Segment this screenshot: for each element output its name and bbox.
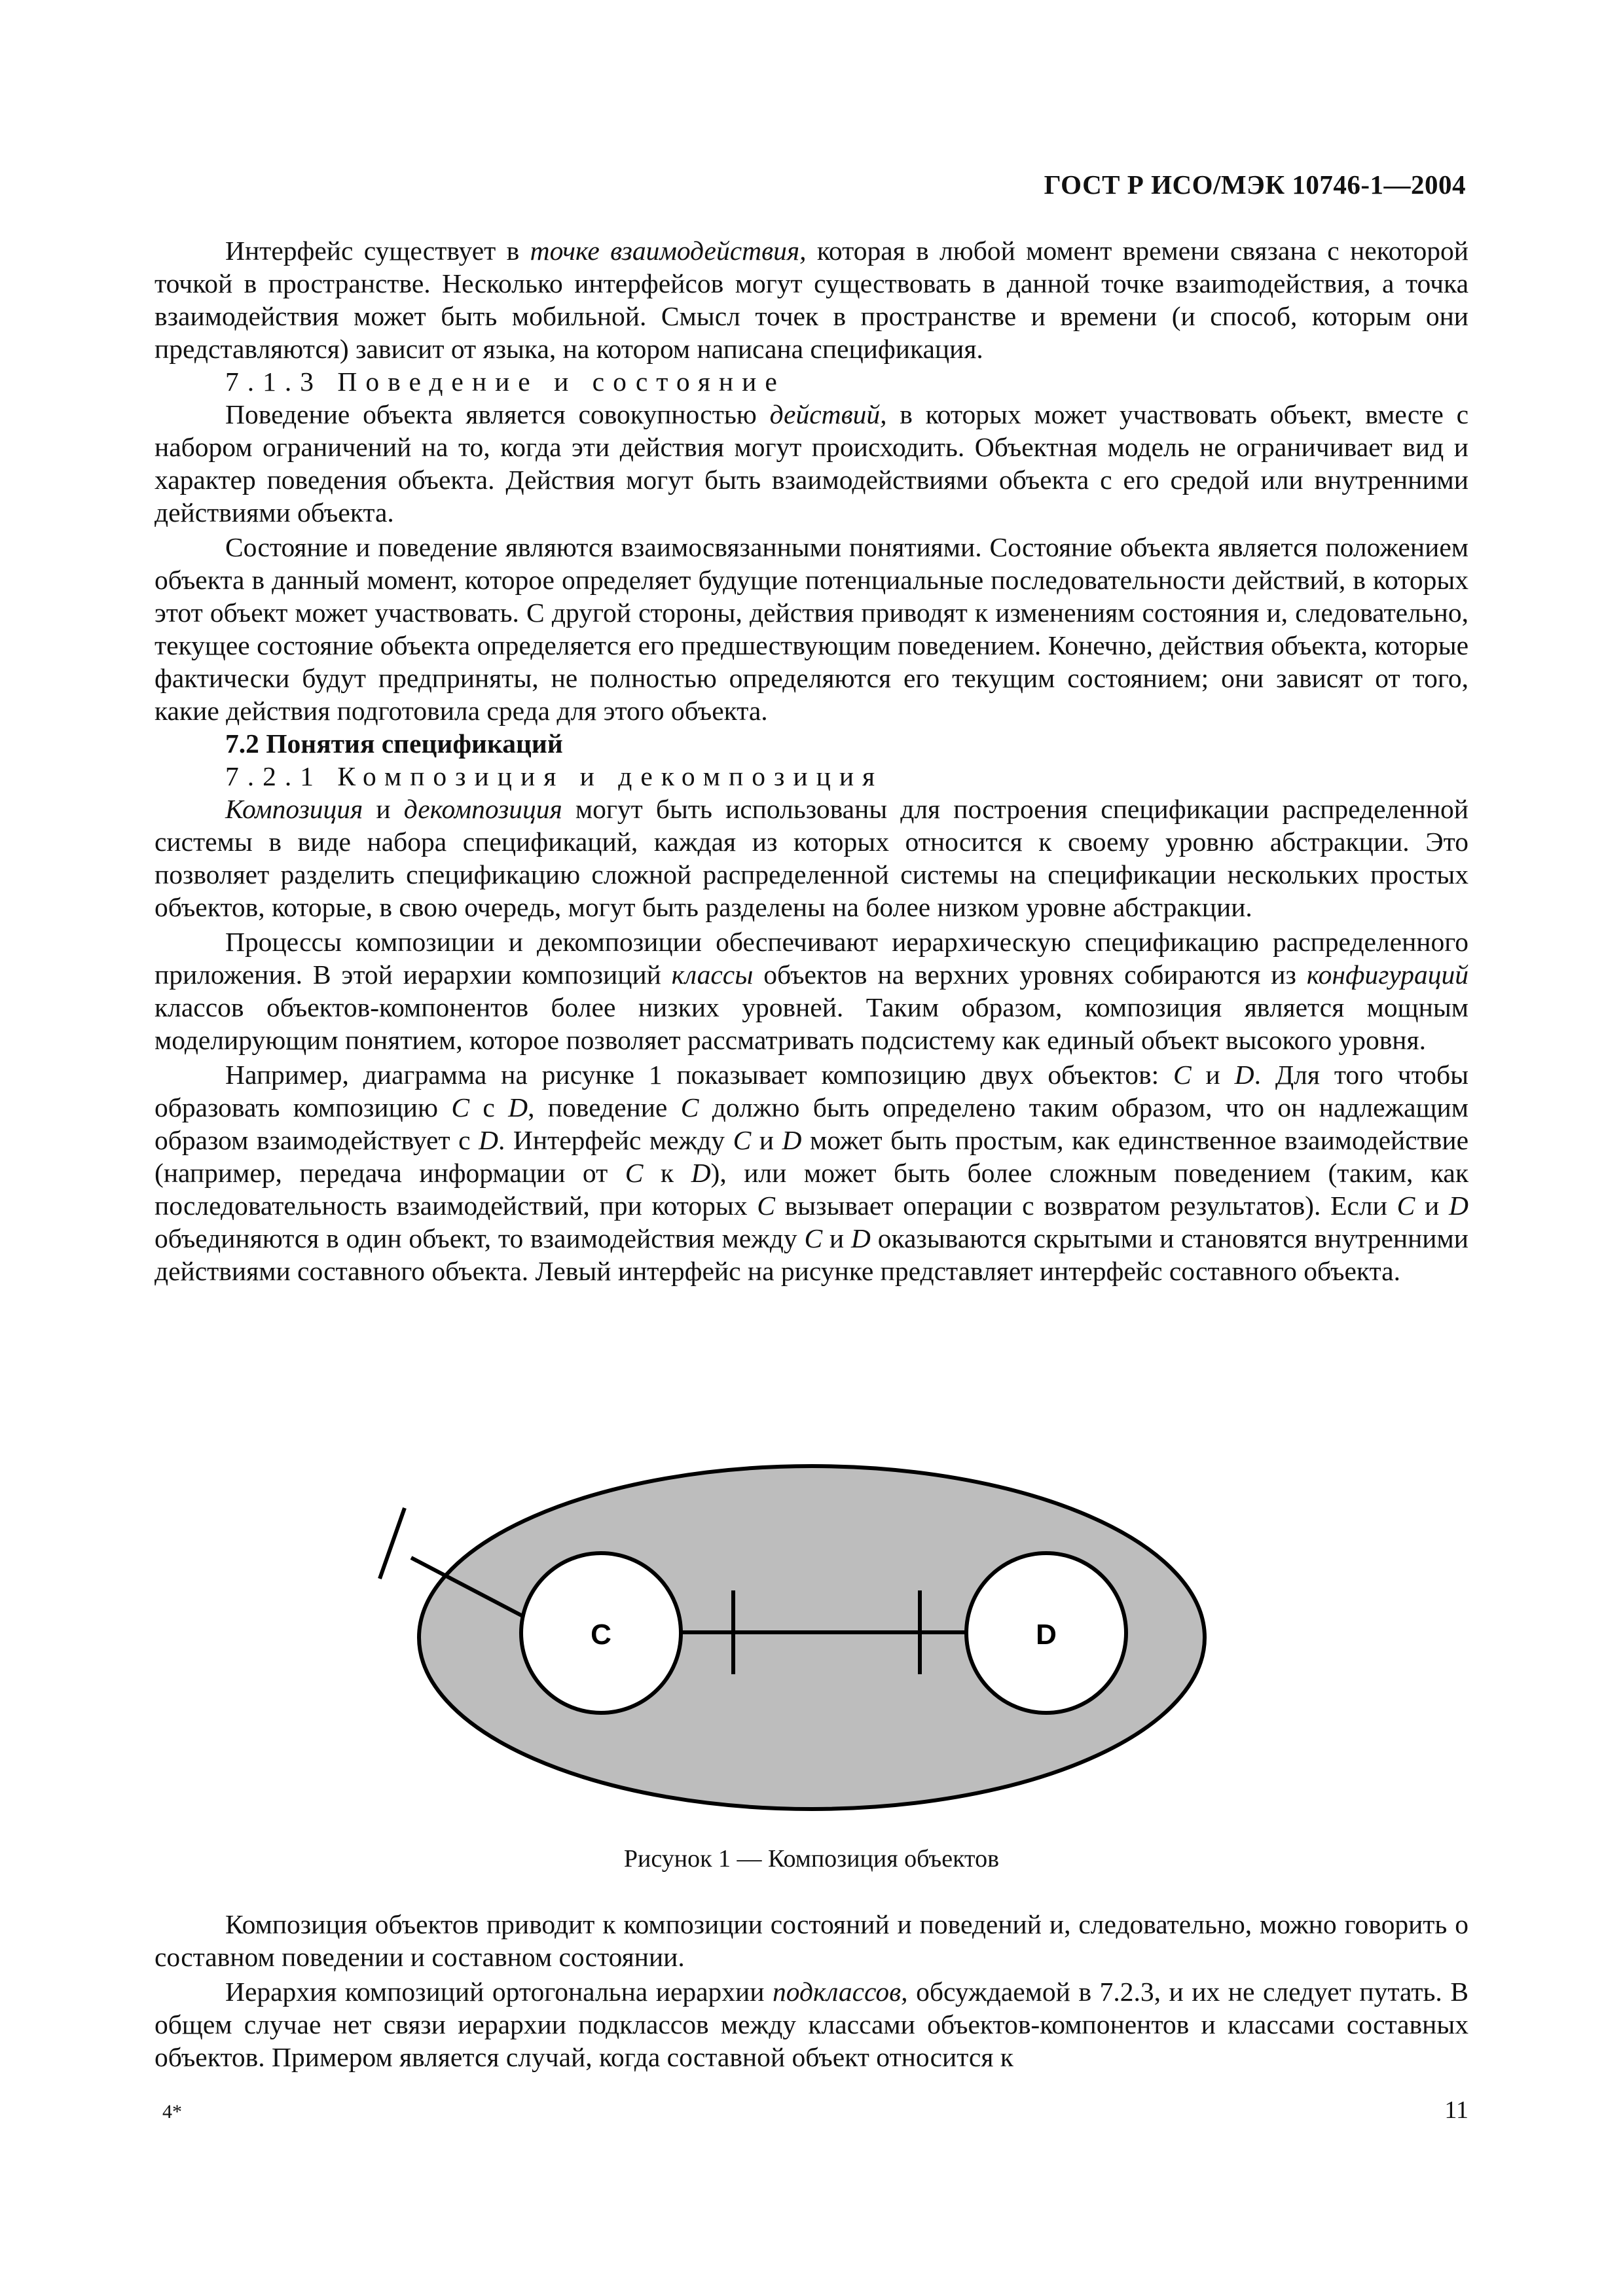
subsection-heading-7-1-3: 7.1.3 Поведение и состояние <box>225 367 786 397</box>
italic-term: декомпозиция <box>403 794 562 824</box>
italic-term: D <box>1449 1191 1469 1221</box>
text: классов объектов-компонентов более низких уровней. Таким образом, композиция является мощным моделирующим понятием, которое позволяет рассматривать подсистему как единый объект высокого уровня. <box>155 992 1468 1055</box>
italic-term: C <box>680 1092 699 1122</box>
text: и <box>363 794 404 824</box>
paragraph <box>155 925 1468 1056</box>
text: в которых может участвовать объект, вместе с набором ограничений на то, когда эти действия могут происходить. Объектная модель не ограничивает вид и характер поведения объекта. Действия могут быть взаимодействиями объекта с его средой или внутренними действиями объекта. <box>155 399 1469 528</box>
figure-caption: Рисунок 1 — Композиция объектов <box>623 1845 1000 1873</box>
italic-term: подклассов, <box>773 1977 908 2007</box>
text: Процессы композиции и декомпозиции обеспечивают иерархическую спецификацию распределенного приложения. В этой иерархии композиций <box>155 927 1468 990</box>
object-c-label: C <box>591 1619 611 1651</box>
italic-term: D <box>691 1158 711 1188</box>
object-d-label: D <box>1036 1619 1057 1651</box>
text: обсуждаемой в 7.2.3, и их не следует путать. В общем случае нет связи иерархии подклассов между классами объектов-компонентов и классами составных объектов. Примером является случай, когда составной объект относится к <box>155 1977 1469 2072</box>
document-header: ГОСТ Р ИСО/МЭК 10746-1—2004 <box>1044 170 1466 200</box>
italic-term: D <box>782 1125 802 1155</box>
italic-term: точке взаимодействия, <box>530 236 807 266</box>
text: Например, диаграмма на рисунке 1 показывает композицию двух объектов: <box>225 1060 1173 1090</box>
text: Поведение объекта является совокупностью <box>225 399 770 429</box>
text: вызывает операции с возвратом результатов). Если <box>775 1191 1397 1221</box>
figure-object-composition <box>0 1453 1623 1820</box>
text: . Для того чтобы образовать композицию <box>155 1060 1468 1122</box>
italic-term: C <box>451 1092 470 1122</box>
italic-term: D <box>850 1223 871 1253</box>
italic-term: D <box>508 1092 528 1122</box>
italic-term: действий, <box>769 399 887 429</box>
external-interface-tick <box>380 1508 405 1579</box>
text: должно быть определено таким образом, что он надлежащим образом взаимодействует с <box>155 1092 1469 1155</box>
text: и <box>1415 1191 1450 1221</box>
text: с <box>469 1092 509 1122</box>
paragraph <box>155 793 1468 924</box>
italic-term: C <box>757 1191 775 1221</box>
paragraph <box>155 1975 1468 2073</box>
paragraph: Композиция объектов приводит к композиции состояний и поведений и, следовательно, можно говорить о составном поведении и составном состоянии. <box>155 1909 1468 1972</box>
text: Интерфейс существует в <box>225 236 530 266</box>
italic-term: классы <box>671 960 754 990</box>
text: которая в любой момент времени связана с некоторой точкой в пространстве. Несколько интерфейсов могут существовать в данной точке взаиmодействия, а точка взаимодействия может быть мобильной. Смысл точек в пространстве и времени (и способ, которым они представляются) зависит от языка, на котором написана спецификация. <box>155 236 1469 364</box>
italic-term: Композиция <box>225 794 363 824</box>
paragraph <box>155 1058 1468 1287</box>
text: к <box>643 1158 691 1188</box>
paragraph: Состояние и поведение являются взаимосвязанными понятиями. Состояние объекта является положением объекта в данный момент, которое определяет будущие потенциальные последовательности действий, в которых этот объект может участвовать. С другой стороны, действия приводят к изменениям состояния и, следовательно, текущее состояние объекта определяется его предшествующим поведением. Конечно, действия объекта, которые фактически будут предприняты, не полностью определяются его текущим состоянием; они зависят от того, какие действия подготовила среда для этого объекта. <box>155 532 1468 726</box>
text: , поведение <box>528 1092 681 1122</box>
italic-term: C <box>804 1223 823 1253</box>
paragraph <box>155 398 1468 529</box>
composition-diagram <box>0 1453 1623 1820</box>
text: Иерархия композиций ортогональна иерархии <box>225 1977 773 2007</box>
text: может быть простым, как единственное взаимодействие (например, передача информации от <box>155 1125 1468 1188</box>
paragraph <box>155 234 1468 365</box>
footer-sheet-mark: 4* <box>162 2101 182 2123</box>
subsection-heading-7-2-1: 7.2.1 Композиция и декомпозиция <box>225 761 884 791</box>
italic-term: конфигураций <box>1306 960 1469 990</box>
text: и <box>1191 1060 1235 1090</box>
italic-term: D <box>479 1125 499 1155</box>
italic-term: C <box>733 1125 752 1155</box>
body-text-bottom <box>155 1908 1468 2073</box>
text: объединяются в один объект, то взаимодействия между <box>155 1223 805 1253</box>
text: и <box>751 1125 782 1155</box>
text: ), или может быть более сложным поведением (таким, как последовательность взаимодействий, при которых <box>155 1158 1468 1221</box>
italic-term: C <box>1173 1060 1192 1090</box>
body-text-top <box>155 234 1468 1287</box>
italic-term: C <box>1396 1191 1415 1221</box>
text: оказываются скрытыми и становятся внутренними действиями составного объекта. Левый интерфейс на рисунке представляет интерфейс составного объекта. <box>155 1223 1468 1286</box>
italic-term: D <box>1234 1060 1254 1090</box>
text: и <box>822 1223 851 1253</box>
italic-term: C <box>625 1158 644 1188</box>
page-number: 11 <box>1444 2096 1468 2124</box>
text: могут быть использованы для построения спецификации распределенной системы в виде набора спецификаций, каждая из которых относится к своему уровню абстракции. Это позволяет разделить спецификацию сложной распределенной системы на спецификации нескольких простых объектов, которые, в свою очередь, могут быть разделены на более низком уровне абстракции. <box>155 794 1468 922</box>
section-heading-7-2: 7.2 Понятия спецификаций <box>225 728 563 759</box>
text: . Интерфейс между <box>498 1125 733 1155</box>
text: объектов на верхних уровнях собираются из <box>753 960 1307 990</box>
